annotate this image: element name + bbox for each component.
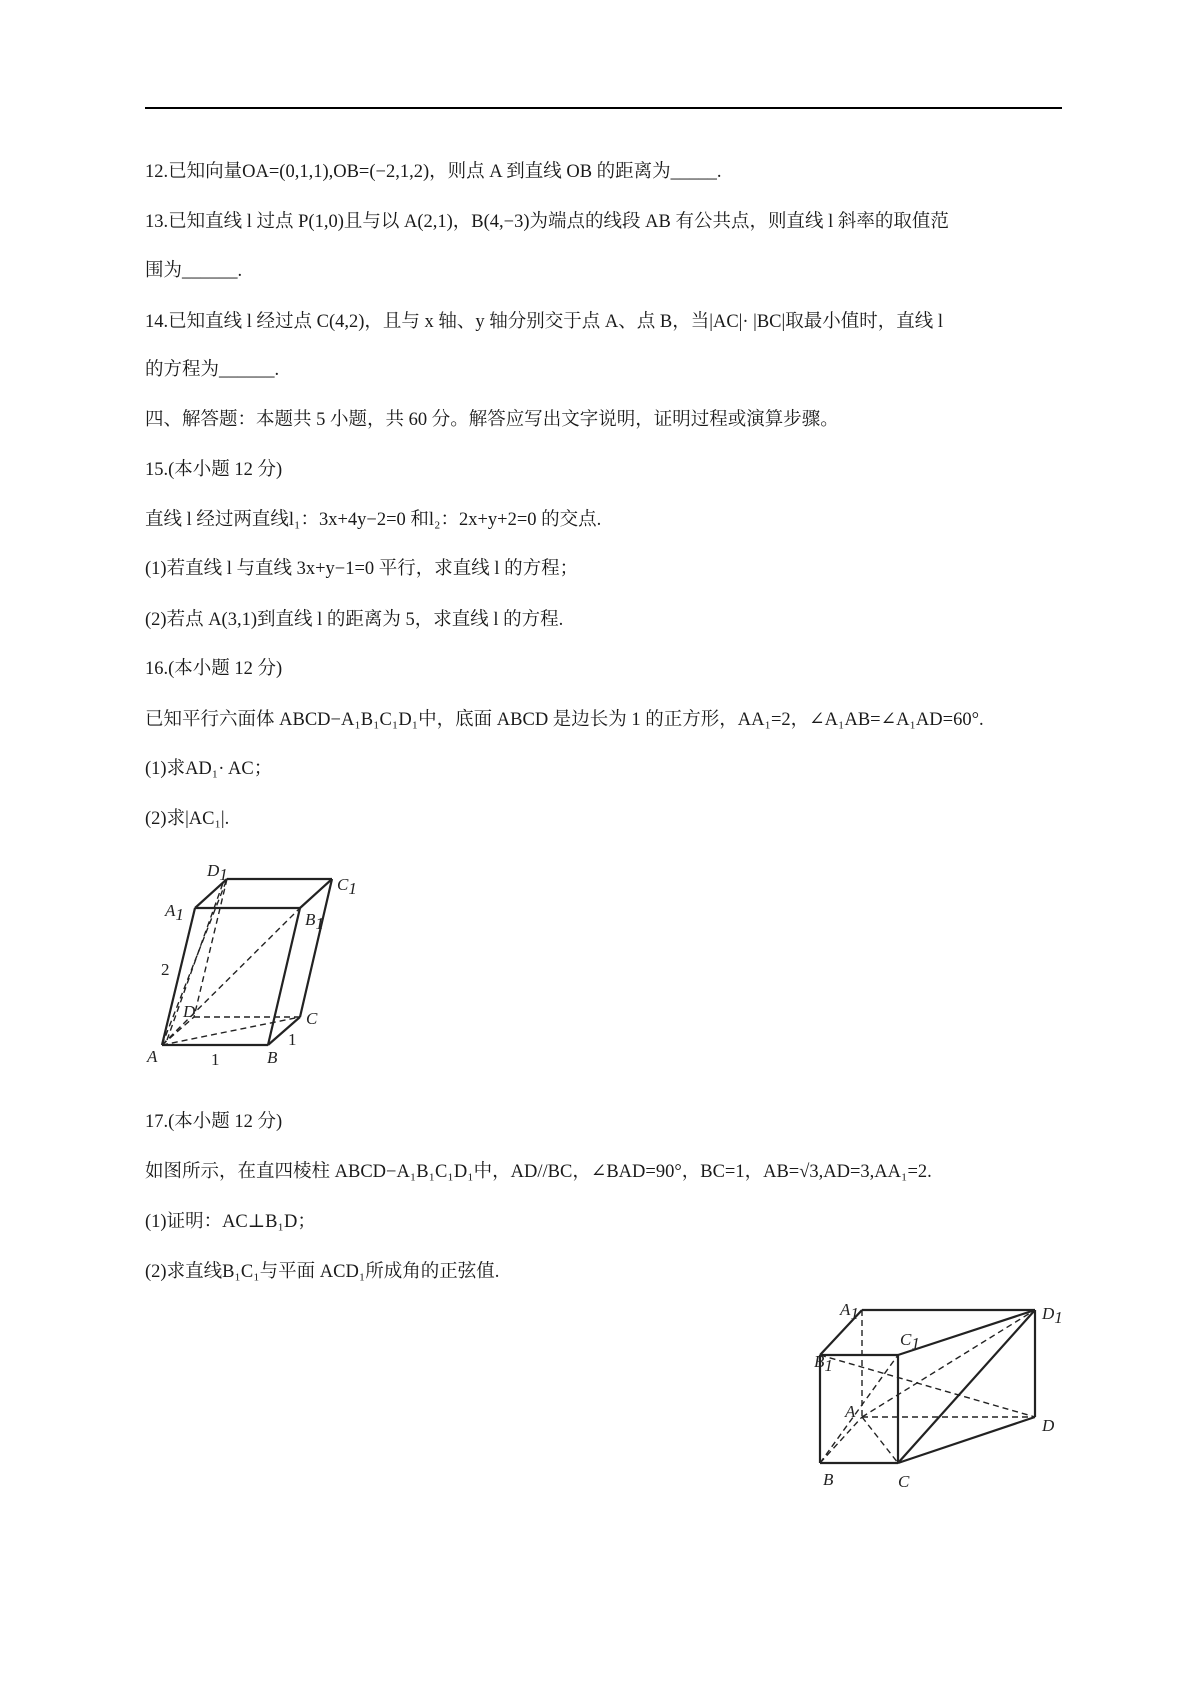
label-d: D (183, 1002, 196, 1021)
label-a: A (845, 1402, 856, 1421)
prism-figure (814, 1295, 1070, 1505)
question-15-part-2: (2)若点 A(3,1)到直线 l 的距离为 5，求直线 l 的方程. (145, 610, 564, 630)
question-15-stem: 直线 l 经过两直线l₁：3x+4y−2=0 和l₂：2x+y+2=0 的交点. (145, 510, 602, 530)
label-c: C (898, 1472, 910, 1491)
label-c1: C1 (900, 1330, 920, 1353)
question-17-title: 17.(本小题 12 分) (145, 1112, 283, 1132)
header-rule (145, 107, 1062, 109)
label-c: C (306, 1009, 318, 1028)
diagonal-ac (862, 1417, 898, 1463)
question-12: 12.已知向量OA=(0,1,1),OB=(−2,1,2)，则点 A 到直线 OB 的距离为_____. (145, 162, 722, 182)
label-b1: B1 (814, 1352, 833, 1375)
question-15-title: 15.(本小题 12 分) (145, 460, 283, 480)
diagonal-ad1 (862, 1310, 1035, 1417)
label-edge-ab-length: 1 (211, 1050, 220, 1069)
question-14-continued: 的方程为______. (145, 360, 280, 380)
edge-ba-hidden (820, 1417, 862, 1463)
section-4-heading: 四、解答题：本题共 5 小题，共 60 分。解答应写出文字说明，证明过程或演算步骤。 (145, 410, 839, 430)
edge-c1c (300, 879, 332, 1017)
question-16-title: 16.(本小题 12 分) (145, 659, 283, 679)
edge-b1b (268, 908, 300, 1045)
label-d1: D1 (1042, 1304, 1063, 1327)
label-b1: B1 (305, 910, 324, 933)
diagonal-ac (162, 1017, 300, 1045)
label-a: A (147, 1047, 158, 1066)
question-14: 14.已知直线 l 经过点 C(4,2)，且与 x 轴、y 轴分别交于点 A、点 B，当|AC|· |BC|取最小值时，直线 l (145, 312, 943, 332)
label-a1: A1 (165, 901, 184, 924)
parallelepiped-figure (145, 825, 365, 1080)
label-d1: D1 (207, 861, 228, 884)
question-16-part-2: (2)求|AC₁|. (145, 809, 230, 829)
diagonal-ab1 (162, 908, 300, 1045)
question-17-part-1: (1)证明：AC⊥B₁D； (145, 1212, 316, 1232)
label-d: D (1042, 1416, 1055, 1435)
question-13: 13.已知直线 l 过点 P(1,0)且与以 A(2,1)，B(4,−3)为端点的线段 AB 有公共点，则直线 l 斜率的取值范 (145, 212, 949, 232)
question-17-stem: 如图所示，在直四棱柱 ABCD−A₁B₁C₁D₁中，AD//BC，∠BAD=90°，BC=1，AB=√3,AD=3,AA₁=2. (145, 1162, 932, 1182)
label-edge-bc-length: 1 (288, 1030, 297, 1049)
question-17-part-2: (2)求直线B₁C₁与平面 ACD₁所成角的正弦值. (145, 1262, 500, 1282)
label-a1: A1 (840, 1300, 859, 1323)
edge-d1d-hidden (194, 879, 227, 1017)
question-15-part-1: (1)若直线 l 与直线 3x+y−1=0 平行，求直线 l 的方程； (145, 559, 579, 579)
label-b: B (267, 1048, 278, 1067)
label-edge-aa1-length: 2 (161, 960, 170, 979)
question-13-continued: 围为______. (145, 261, 243, 281)
label-b: B (823, 1470, 834, 1489)
label-c1: C1 (337, 875, 357, 898)
question-16-part-1: (1)求AD₁· AC； (145, 759, 273, 779)
question-16-stem: 已知平行六面体 ABCD−A₁B₁C₁D₁中，底面 ABCD 是边长为 1 的正方形，AA₁=2，∠A₁AB=∠A₁AD=60°. (145, 710, 984, 730)
